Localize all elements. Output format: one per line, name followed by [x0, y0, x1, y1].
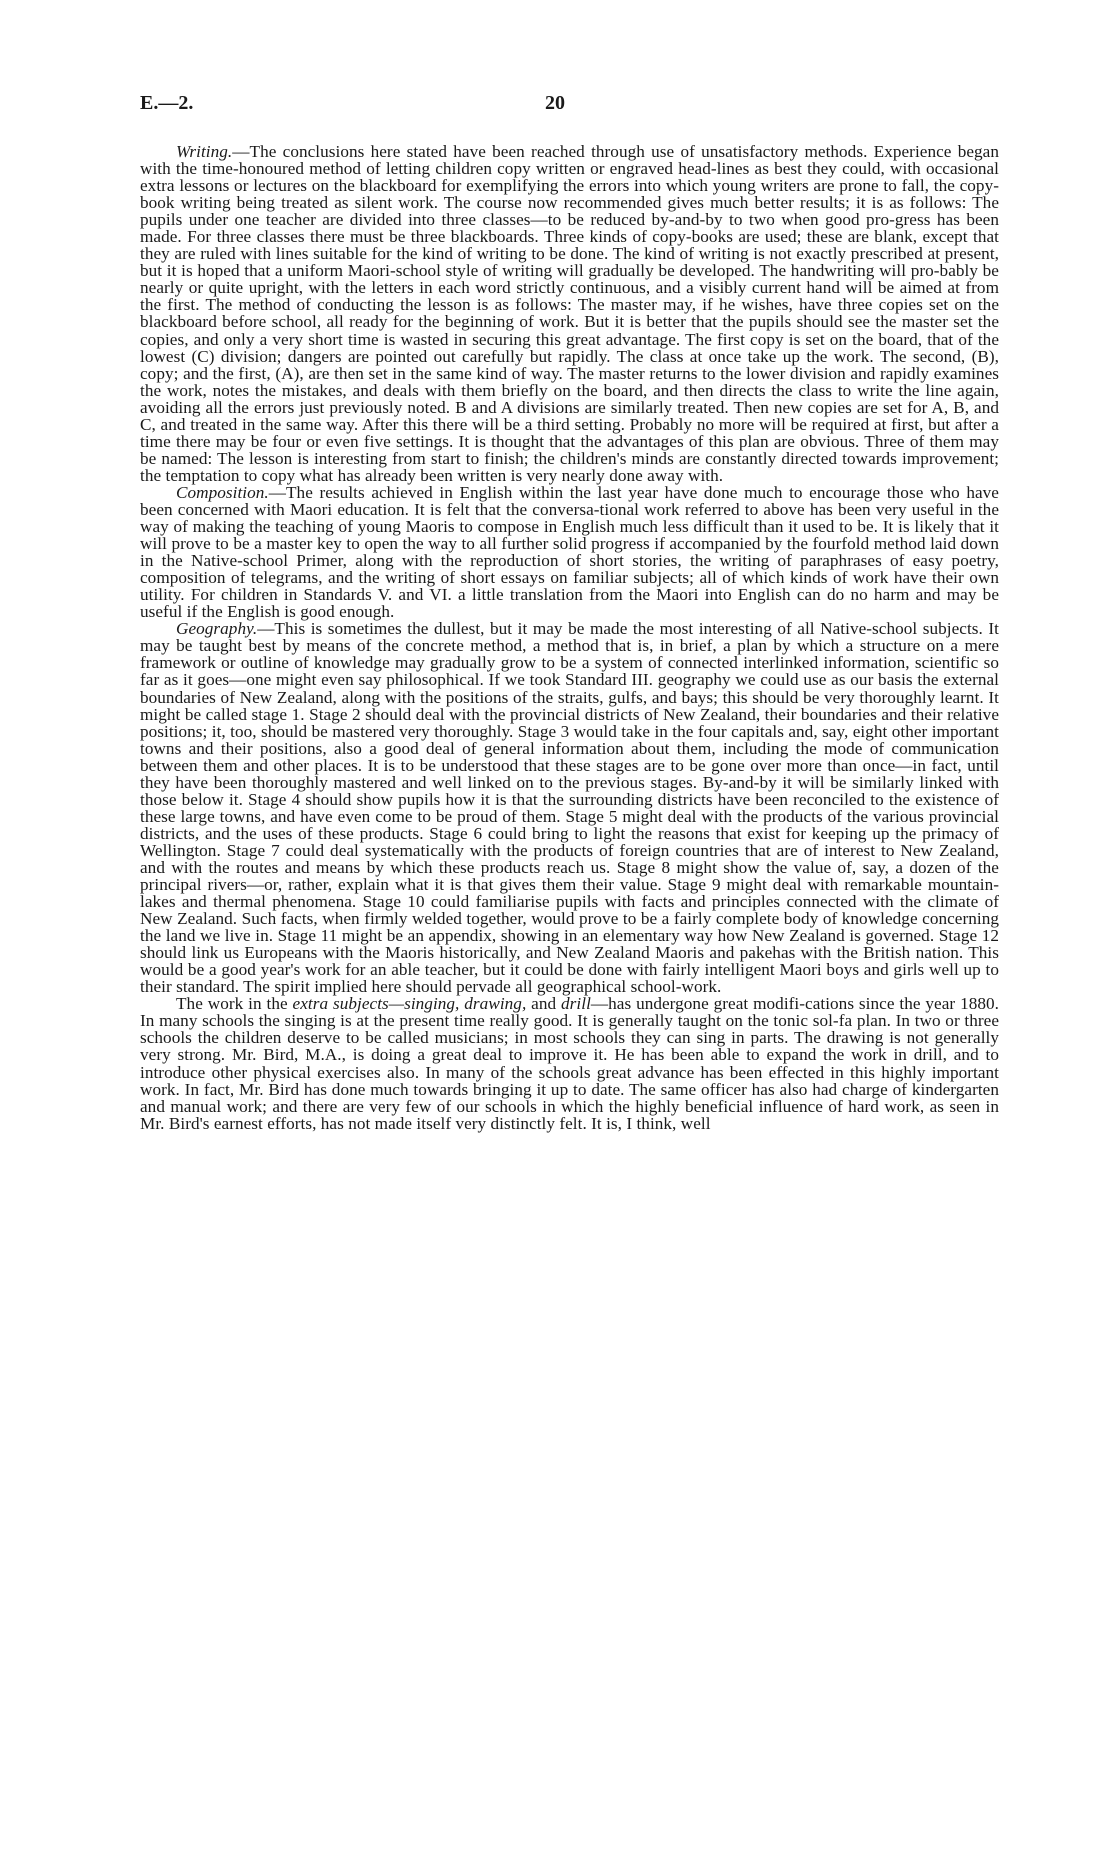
- document-code: E.—2.: [140, 92, 194, 114]
- paragraph-heading: Composition.: [176, 482, 269, 502]
- paragraph-text: —The results achieved in English within the last year have done much to encourage those who have been concerned with Maori education. It is felt that the conversa-tional work referred to above has been very useful in the way of making the teaching of young Maoris to compose in English much less difficult than it used to be. It is likely that it will prove to be a master key to open the way to all further solid progress if accompanied by the fourfold method laid down in the Native-school Primer, along with the reproduction of short stories, the writing of paraphrases of easy poetry, composition of telegrams, and the writing of short essays on familiar subjects; all of which kinds of work have their own utility. For children in Standards V. and VI. a little translation from the Maori into English can do no harm and may be useful if the English is good enough.: [140, 482, 999, 622]
- paragraph-geography: [140, 620, 999, 995]
- paragraph-connector: and: [531, 994, 562, 1014]
- paragraph-text: —has undergone great modifi-cations since the year 1880. In many schools the singing is at the present time really good. It is generally taught on the tonic sol-fa plan. In two or three schools the children deserve to be called musicians; in most schools they can sing in parts. The drawing is not generally very strong. Mr. Bird, M.A., is doing a great deal to improve it. He has been able to expand the work in drill, and to introduce other physical exercises also. In many of the schools great advance has been effected in this highly important work. In fact, Mr. Bird has done much towards bringing it up to date. The same officer has also had charge of kindergarten and manual work; and there are very few of our schools in which the highly beneficial influence of hard work, as seen in Mr. Bird's earnest efforts, has not made itself very distinctly felt. It is, I think, well: [140, 994, 999, 1133]
- page-header: [140, 92, 1000, 122]
- paragraph-text: —This is sometimes the dullest, but it may be made the most interesting of all Native-school subjects. It may be taught best by means of the concrete method, a method that is, in brief, a plan by which a structure on a mere framework or outline of knowledge may gradually grow to be a system of connected interlinked information, scientific so far as it goes—one might even say philosophical. If we took Standard III. geography we could use as our basis the external boundaries of New Zealand, along with the positions of the straits, gulfs, and bays; this should be very thoroughly learnt. It might be called stage 1. Stage 2 should deal with the provincial districts of New Zealand, their boundaries and their relative positions; it, too, should be mastered very thoroughly. Stage 3 would take in the four capitals and, say, eight other important towns and their positions, also a good deal of general information about them, including the mode of communication between them and other places. It is to be understood that these stages are to be gone over more than once—in fact, until they have been thoroughly mastered and well linked on to the previous stages. By-and-by it will be similarly linked with those below it. Stage 4 should show pupils how it is that the surrounding districts have been reconciled to the existence of these large towns, and have even come to be proud of them. Stage 5 might deal with the products of the various provincial districts, and the uses of these products. Stage 6 could bring to light the reasons that exist for keeping up the primacy of Wellington. Stage 7 could deal systematically with the products of foreign countries that are of interest to New Zealand, and with the routes and means by which these products reach us. Stage 8 might show the value of, say, a dozen of the principal rivers—or, rather, explain what it is that gives them their value. Stage 9 might deal with remarkable mountain-lakes and thermal phenomena. Stage 10 could familiarise pupils with facts and principles connected with the climate of New Zealand. Such facts, when firmly welded together, would prove to be a fairly complete body of knowledge concerning the land we live in. Stage 11 might be an appendix, showing in an elementary way how New Zealand is governed. Stage 12 should link us Europeans with the Maoris historically, and New Zealand Maoris and pakehas with the British nation. This would be a good year's work for an able teacher, but it could be done with fairly intelligent Maori boys and girls well up to their standard. The spirit implied here should pervade all geographical school-work.: [140, 619, 999, 997]
- paragraph-writing: [140, 143, 999, 484]
- paragraph-heading: Geography.: [176, 619, 258, 639]
- body-text: [140, 143, 999, 1132]
- paragraph-heading: Writing.: [176, 142, 233, 161]
- paragraph-composition: [140, 484, 999, 620]
- paragraph-heading: extra subjects—singing, drawing,: [292, 994, 532, 1014]
- paragraph-lead: The work in the: [176, 994, 293, 1014]
- paragraph-text: —The conclusions here stated have been reached through use of unsatisfactory methods. Experience began with the time-honoured method of letting children copy written or engraved head-lines as best they could, with occasional extra lessons or lectures on the blackboard for exemplifying the errors into which young writers are prone to fall, the copy-book writing being treated as silent work. The course now recommended gives much better results; it is as follows: The pupils under one teacher are divided into three classes—to be reduced by-and-by to two when good pro-gress has been made. For three classes there must be three blackboards. Three kinds of copy-books are used; these are blank, except that they are ruled with lines suitable for the kind of writing to be done. The kind of writing is not exactly prescribed at present, but it is hoped that a uniform Maori-school style of writing will gradually be developed. The handwriting will pro-bably be nearly or quite upright, with the letters in each word strictly continuous, and a visibly current hand will be aimed at from the first. The method of conducting the lesson is as follows: The master may, if he wishes, have three copies set on the blackboard before school, all ready for the beginning of work. But it is better that the pupils should see the master set the copies, and only a very short time is wasted in securing this great advantage. The first copy is set on the board, that of the lowest (C) division; dangers are pointed out carefully but rapidly. The class at once take up the work. The second, (B), copy; and the first, (A), are then set in the same kind of way. The master returns to the lower division and rapidly examines the work, notes the mistakes, and deals with them briefly on the board, and then directs the class to write the line again, avoiding all the errors just previously noted. B and A divisions are similarly treated. Then new copies are set for A, B, and C, and treated in the same way. After this there will be a third setting. Probably no more will be required at first, but after a time there may be four or even five settings. It is thought that the advantages of this plan are obvious. Three of them may be named: The lesson is interesting from start to finish; the children's minds are constantly directed towards improvement; the temptation to copy what has already been written is very nearly done away with.: [140, 142, 999, 485]
- paragraph-extra-subjects: [140, 995, 999, 1131]
- page-number: 20: [545, 92, 565, 114]
- paragraph-heading-drill: drill: [561, 994, 591, 1014]
